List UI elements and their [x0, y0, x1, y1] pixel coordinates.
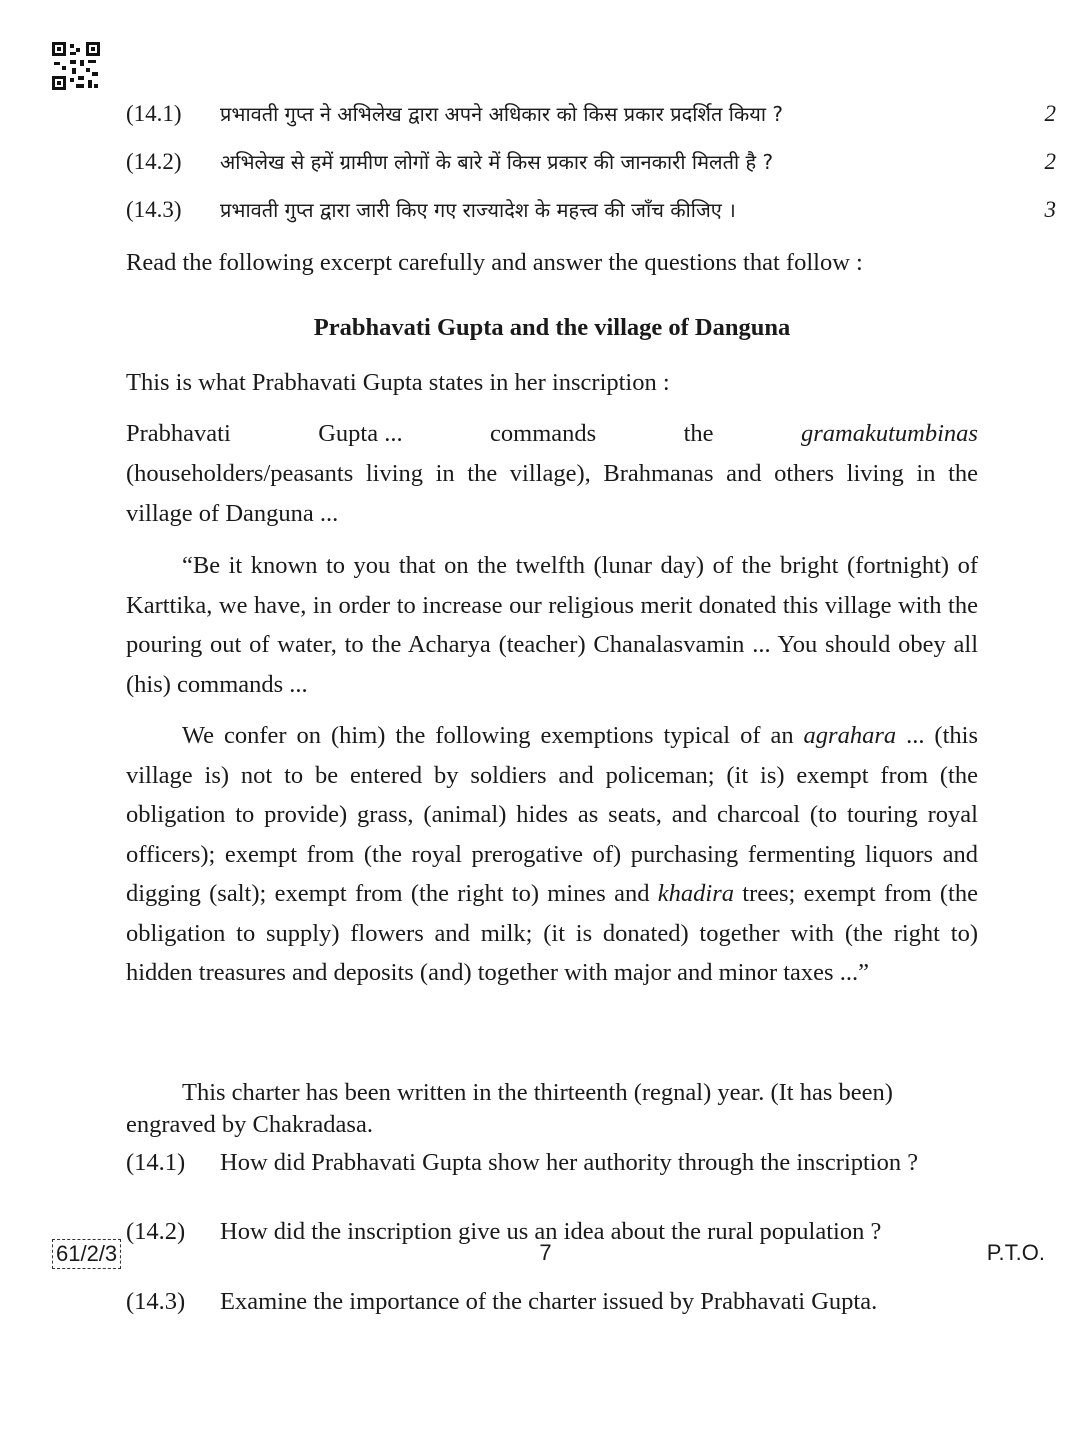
italic-term: khadira: [657, 880, 734, 907]
excerpt-paragraph-4: This charter has been written in the thirteenth (regnal) year. (It has been) engraved by Chakradasa.: [126, 1079, 893, 1138]
question-number: (14.1): [126, 1149, 186, 1176]
question-text: How did Prabhavati Gupta show her authority through the inscription ?: [220, 1149, 919, 1176]
english-question-3: [126, 1286, 978, 1317]
instruction-text: Read the following excerpt carefully and answer the questions that follow :: [126, 249, 863, 276]
paper-code: 61/2/3: [52, 1239, 121, 1269]
excerpt-paragraph-3: [126, 716, 978, 993]
question-text: Examine the importance of the charter issued by Prabhavati Gupta.: [220, 1288, 878, 1315]
text-segment: ... (this village is) not to be entered by soldiers and policeman; (it is) exempt from (the obligation to provide) grass, (animal) hides as seats, and charcoal (to touring royal officers); exempt from (the royal prerogative of) purchasing fermenting liquors and digging (salt); exempt from (the right to) mines and: [126, 722, 978, 907]
pto-label: P.T.O.: [986, 1240, 1045, 1265]
excerpt-paragraph-2: “Be it known to you that on the twelfth (lunar day) of the bright (fortnight) of Karttika, we have, in order to increase our religious merit donated this village with the pouring out of water, to the Acharya (teacher) Chanalasvamin ... You should obey all (his) commands ...: [126, 552, 978, 698]
question-marks: 2: [1044, 149, 1056, 174]
para1-rest: (householders/peasants living in the village), Brahmanas and others living in the village of Danguna ...: [126, 460, 978, 527]
question-text: अभिलेख से हमें ग्रामीण लोगों के बारे में किस प्रकार की जानकारी मिलती है ?: [220, 150, 774, 174]
question-number: (14.2): [126, 1218, 186, 1245]
question-number: (14.2): [126, 149, 182, 174]
word: the: [683, 420, 714, 447]
hindi-question-2: [126, 144, 1056, 180]
english-question-1: [126, 1147, 978, 1178]
question-number: (14.3): [126, 197, 182, 222]
question-text: प्रभावती गुप्त ने अभिलेख द्वारा अपने अधिकार को किस प्रकार प्रदर्शित किया ?: [220, 102, 784, 126]
hindi-question-3: [126, 192, 1056, 228]
question-number: (14.3): [126, 1288, 186, 1315]
para1-first-line: [126, 414, 978, 454]
text-segment: We confer on (him) the following exemptions typical of an: [182, 722, 804, 749]
hindi-question-1: [126, 96, 1056, 132]
question-marks: 3: [1044, 197, 1056, 222]
word: Prabhavati: [126, 420, 231, 447]
word: commands: [490, 420, 597, 447]
word: Gupta ...: [318, 420, 403, 447]
qr-code-icon: [52, 42, 100, 90]
intro-text: This is what Prabhavati Gupta states in her inscription :: [126, 369, 670, 396]
text-segment: trees; exempt from (the obligation to supply) flowers and milk; (it is donated) together with (the right to) hidden treasures and deposits (and) together with major and minor taxes ...”: [126, 880, 978, 986]
page-number: 7: [539, 1240, 552, 1265]
italic-term: gramakutumbinas: [801, 420, 978, 447]
excerpt-title: Prabhavati Gupta and the village of Danguna: [313, 314, 791, 341]
italic-term: agrahara: [803, 722, 897, 749]
question-text: प्रभावती गुप्त द्वारा जारी किए गए राज्यादेश के महत्त्व की जाँच कीजिए ।: [220, 198, 736, 222]
question-marks: 2: [1044, 101, 1056, 126]
question-number: (14.1): [126, 101, 182, 126]
question-text: How did the inscription give us an idea about the rural population ?: [220, 1218, 882, 1245]
